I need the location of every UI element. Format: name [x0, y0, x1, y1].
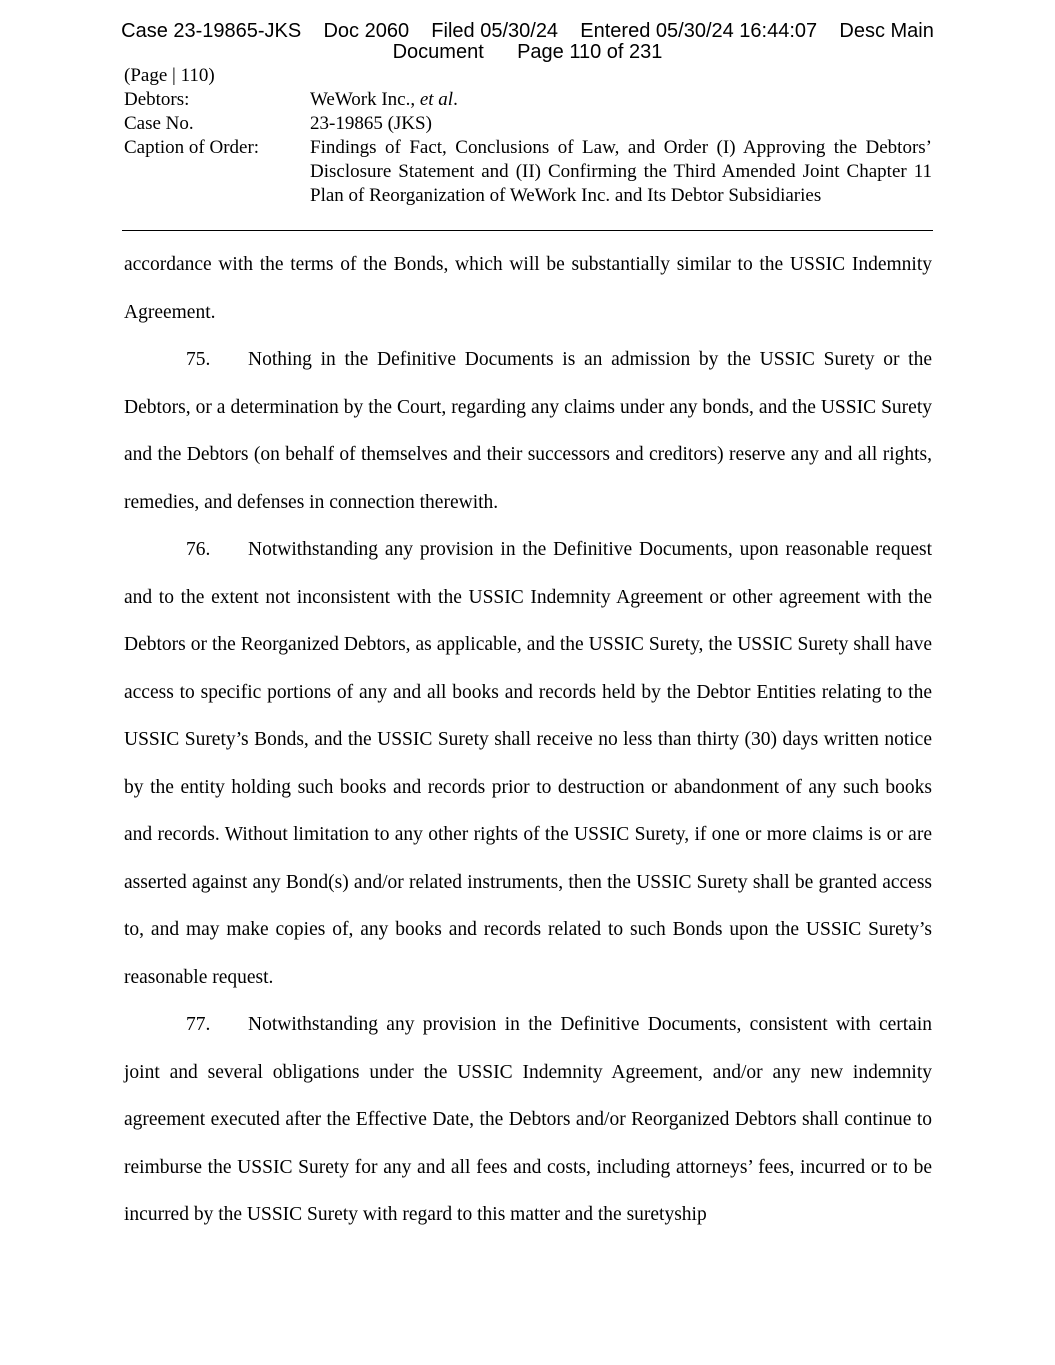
debtors-label: Debtors: [124, 89, 190, 110]
caption-of-order-row [124, 136, 932, 208]
paragraph-number: 76. [186, 539, 211, 560]
caption-of-order-label: Caption of Order: [124, 137, 260, 158]
case-number-value: 23-19865 (JKS) [310, 113, 432, 134]
debtors-et-al: et al [419, 89, 454, 110]
court-filing-stamp-line-2: Document Page 110 of 231 [392, 41, 663, 63]
paragraph-number: 77. [186, 1014, 211, 1035]
debtors-row [124, 88, 932, 112]
case-number-label: Case No. [124, 113, 194, 134]
paragraph-number: 75. [186, 349, 211, 370]
document-body [124, 241, 932, 1239]
debtors-name: WeWork Inc., [310, 89, 420, 110]
case-number-row [124, 112, 932, 136]
caption-of-order-value: Findings of Fact, Conclusions of Law, and Order (I) Approving the Debtors’ Disclosure Statement and (II) Confirming the Third Amended Joint Chapter 11 Plan of Reorganization of WeWork Inc. and Its Debtor Subsidiaries [310, 137, 932, 206]
page-reference: (Page | 110) [124, 65, 215, 86]
debtors-value [310, 88, 932, 112]
order-caption-block [124, 64, 932, 208]
paragraph-text: Notwithstanding any provision in the Definitive Documents, consistent with certain joint and several obligations under the USSIC Indemnity Agreement, and/or any new indemnity agreement executed after the Effective Date, the Debtors and/or Reorganized Debtors shall continue to reimburse the USSIC Surety for any and all fees and costs, including attorneys’ fees, incurred or to be incurred by the USSIC Surety with regard to this matter and the suretyship [124, 1014, 932, 1225]
paragraph-76 [124, 526, 932, 1001]
paragraph-text: Notwithstanding any provision in the Definitive Documents, upon reasonable request and to the extent not inconsistent with the USSIC Indemnity Agreement or other agreement with the Debtors or the Reorganized Debtors, as applicable, and the USSIC Surety, the USSIC Surety shall have access to specific portions of any and all books and records held by the Debtor Entities relating to the USSIC Surety’s Bonds, and the USSIC Surety shall receive no less than thirty (30) days written notice by the entity holding such books and records prior to destruction or abandonment of any such books and records. Without limitation to any other rights of the USSIC Surety, if one or more claims is or are asserted against any Bond(s) and/or related instruments, then the USSIC Surety shall be granted access to, and may make copies of, any books and records related to such Bonds upon the USSIC Surety’s reasonable request. [124, 539, 932, 988]
continuation-paragraph: accordance with the terms of the Bonds, which will be substantially similar to the USSIC Indemnity Agreement. [124, 254, 932, 323]
paragraph-text: Nothing in the Definitive Documents is an admission by the USSIC Surety or the Debtors, or a determination by the Court, regarding any claims under any bonds, and the USSIC Surety and the Debtors (on behalf of themselves and their successors and creditors) reserve any and all rights, remedies, and defenses in connection therewith. [124, 349, 932, 513]
paragraph-75 [124, 336, 932, 526]
page-reference-row [124, 64, 932, 88]
caption-divider [122, 230, 933, 231]
paragraph-77 [124, 1001, 932, 1239]
debtors-period: . [453, 89, 458, 110]
court-filing-stamp-line-1: Case 23-19865-JKS Doc 2060 Filed 05/30/24 Entered 05/30/24 16:44:07 Desc Main [121, 20, 934, 42]
